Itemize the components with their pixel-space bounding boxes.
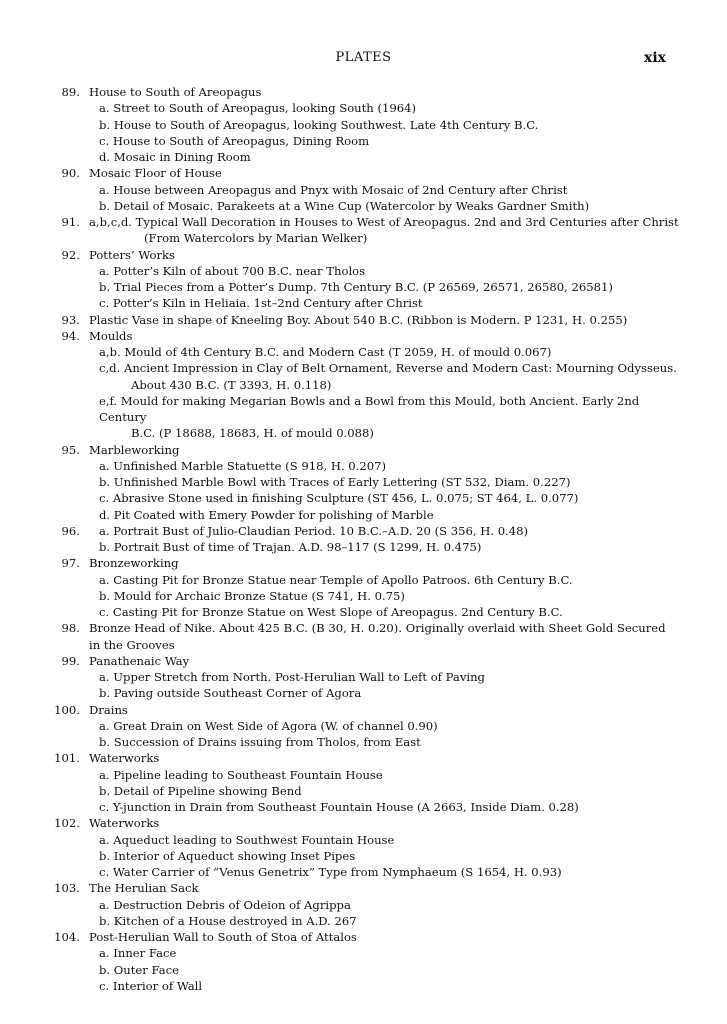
plate-number: 103.: [54, 881, 80, 896]
plate-number: 89.: [61, 85, 80, 99]
plate-entry: [40, 214, 680, 247]
plate-entry: [40, 653, 680, 702]
plates-list: [40, 84, 680, 994]
plate-entry: [40, 750, 680, 815]
plate-number: 92.: [61, 247, 80, 262]
plate-subitem: b. Kitchen of a House destroyed in A.D. 267: [99, 913, 357, 928]
plate-subitem: c,d. Ancient Impression in Clay of Belt Ornament, Reverse and Modern Cast: Mourning Odysseus.: [99, 361, 677, 376]
plate-number: 102.: [54, 816, 80, 831]
plate-entry: [40, 165, 680, 214]
plate-entry: [40, 555, 680, 620]
plate-subitem: d. Pit Coated with Emery Powder for polishing of Marble: [99, 507, 434, 522]
plate-subitem: a. Great Drain on West Side of Agora (W. of channel 0.90): [99, 718, 438, 733]
plate-subitem: c. Casting Pit for Bronze Statue on West Slope of Areopagus. 2nd Century B.C.: [99, 605, 563, 619]
plate-subitem-continuation: About 430 B.C. (T 3393, H. 0.118): [131, 377, 332, 392]
plate-subitem: a. Pipeline leading to Southeast Fountain House: [99, 767, 383, 782]
plate-subitem: b. Detail of Mosaic. Parakeets at a Wine Cup (Watercolor by Weaks Gardner Smith): [99, 198, 590, 213]
plate-subitem: a. Inner Face: [99, 946, 177, 961]
plate-subitem: b. House to South of Areopagus, looking Southwest. Late 4th Century B.C.: [99, 117, 539, 132]
plate-subitem: c. Abrasive Stone used in finishing Sculpture (ST 456, L. 0.075; ST 464, L. 0.077): [99, 491, 579, 506]
plate-entry: [40, 523, 680, 556]
page-number: xix: [643, 50, 666, 66]
plate-title: Bronzeworking: [89, 556, 179, 571]
plate-title: a,b,c,d. Typical Wall Decoration in Houses to West of Areopagus. 2nd and 3rd Centuries after Christ: [89, 215, 679, 229]
plate-entry: [40, 328, 680, 442]
plate-subitem: a. Destruction Debris of Odeion of Agrippa: [99, 897, 351, 912]
plate-number: 101.: [54, 751, 80, 766]
plate-title: Bronze Head of Nike. About 425 B.C. (B 30, H. 0.20). Originally overlaid with Sheet Gold Secured: [89, 621, 666, 636]
plate-title: House to South of Areopagus: [89, 85, 262, 99]
plate-title-continuation: (From Watercolors by Marian Welker): [144, 231, 368, 246]
plate-subitem: b. Mould for Archaic Bronze Statue (S 741, H. 0.75): [99, 588, 405, 603]
plate-title: Waterworks: [89, 751, 160, 766]
plate-subitem: b. Detail of Pipeline showing Bend: [99, 783, 302, 798]
plate-subitem: c. House to South of Areopagus, Dining Room: [99, 133, 370, 148]
plate-title: Plastic Vase in shape of Kneeling Boy. About 540 B.C. (Ribbon is Modern. P 1231, H. 0.255): [89, 312, 628, 327]
plate-number: 98.: [61, 621, 80, 636]
plate-title: Waterworks: [89, 816, 160, 831]
plate-entry: [40, 702, 680, 751]
plate-subitem-continuation: B.C. (P 18688, 18683, H. of mould 0.088): [131, 426, 374, 441]
plate-subitem: d. Mosaic in Dining Room: [99, 150, 251, 164]
plate-title: Panathenaic Way: [89, 653, 190, 668]
plate-title: Mosaic Floor of House: [89, 166, 222, 181]
plate-subitem: b. Interior of Aqueduct showing Inset Pipes: [99, 848, 356, 863]
plate-entry: [40, 312, 680, 328]
plate-title: Drains: [89, 702, 128, 717]
plate-subitem: b. Portrait Bust of time of Trajan. A.D. 98–117 (S 1299, H. 0.475): [99, 540, 482, 554]
plate-entry: [40, 929, 680, 994]
plate-subitem: b. Unfinished Marble Bowl with Traces of Early Lettering (ST 532, Diam. 0.227): [99, 475, 571, 489]
plate-subitem: c. Y-junction in Drain from Southeast Fountain House (A 2663, Inside Diam. 0.28): [99, 800, 579, 814]
plate-entry: [40, 84, 680, 165]
plate-subitem: c. Potter’s Kiln in Heliaia. 1st–2nd Century after Christ: [99, 296, 423, 311]
plate-title-continuation: in the Grooves: [89, 637, 175, 652]
plate-number: 100.: [54, 702, 80, 717]
plate-entry: [40, 620, 680, 653]
plate-subitem: e,f. Mould for making Megarian Bowls and a Bowl from this Mould, both Ancient. Early 2nd Century: [99, 393, 640, 424]
plate-number: 91.: [61, 215, 80, 229]
plate-subitem: a. Street to South of Areopagus, looking South (1964): [99, 101, 416, 116]
plate-subitem: a. Upper Stretch from North. Post-Herulian Wall to Left of Paving: [99, 670, 485, 684]
plate-subitem: a. Unfinished Marble Statuette (S 918, H. 0.207): [99, 458, 387, 473]
plate-subitem: b. Trial Pieces from a Potter’s Dump. 7th Century B.C. (P 26569, 26571, 26580, 26581): [99, 280, 613, 294]
plate-subitem: a. Aqueduct leading to Southwest Fountain House: [99, 832, 395, 847]
plate-number: 95.: [61, 442, 80, 457]
plate-subitem: c. Interior of Wall: [99, 978, 203, 993]
plate-number: 97.: [61, 556, 80, 571]
plate-entry: [40, 247, 680, 312]
plate-subitem: a. Potter’s Kiln of about 700 B.C. near Tholos: [99, 263, 366, 278]
plate-number: 96.: [61, 523, 80, 538]
plate-subitem: a. House between Areopagus and Pnyx with Mosaic of 2nd Century after Christ: [99, 182, 568, 197]
plate-subitem: b. Outer Face: [99, 962, 180, 977]
plate-number: 104.: [54, 930, 80, 944]
plate-number: 99.: [61, 653, 80, 668]
running-title: PLATES: [335, 50, 392, 65]
plate-entry: [40, 815, 680, 880]
plate-number: 93.: [61, 312, 80, 327]
plate-subitem: a,b. Mould of 4th Century B.C. and Modern Cast (T 2059, H. of mould 0.067): [99, 345, 552, 359]
plate-subitem: a. Portrait Bust of Julio-Claudian Period. 10 B.C.–A.D. 20 (S 356, H. 0.48): [99, 523, 529, 538]
page-header: [0, 50, 727, 70]
plate-subitem: a. Casting Pit for Bronze Statue near Temple of Apollo Patroos. 6th Century B.C.: [99, 572, 573, 587]
plate-number: 94.: [61, 328, 80, 343]
plate-subitem: b. Succession of Drains issuing from Tholos, from East: [99, 735, 421, 749]
plate-title: Moulds: [89, 328, 133, 343]
plate-entry: [40, 442, 680, 523]
plate-entry: [40, 880, 680, 929]
plate-title: Potters’ Works: [89, 247, 175, 262]
plate-subitem: b. Paving outside Southeast Corner of Agora: [99, 686, 362, 701]
plate-title: The Herulian Sack: [89, 881, 199, 896]
plate-title: Marbleworking: [89, 442, 180, 457]
plate-subitem: c. Water Carrier of “Venus Genetrix” Type from Nymphaeum (S 1654, H. 0.93): [99, 865, 562, 879]
plate-title: Post-Herulian Wall to South of Stoa of Attalos: [89, 930, 357, 944]
plate-number: 90.: [61, 166, 80, 181]
